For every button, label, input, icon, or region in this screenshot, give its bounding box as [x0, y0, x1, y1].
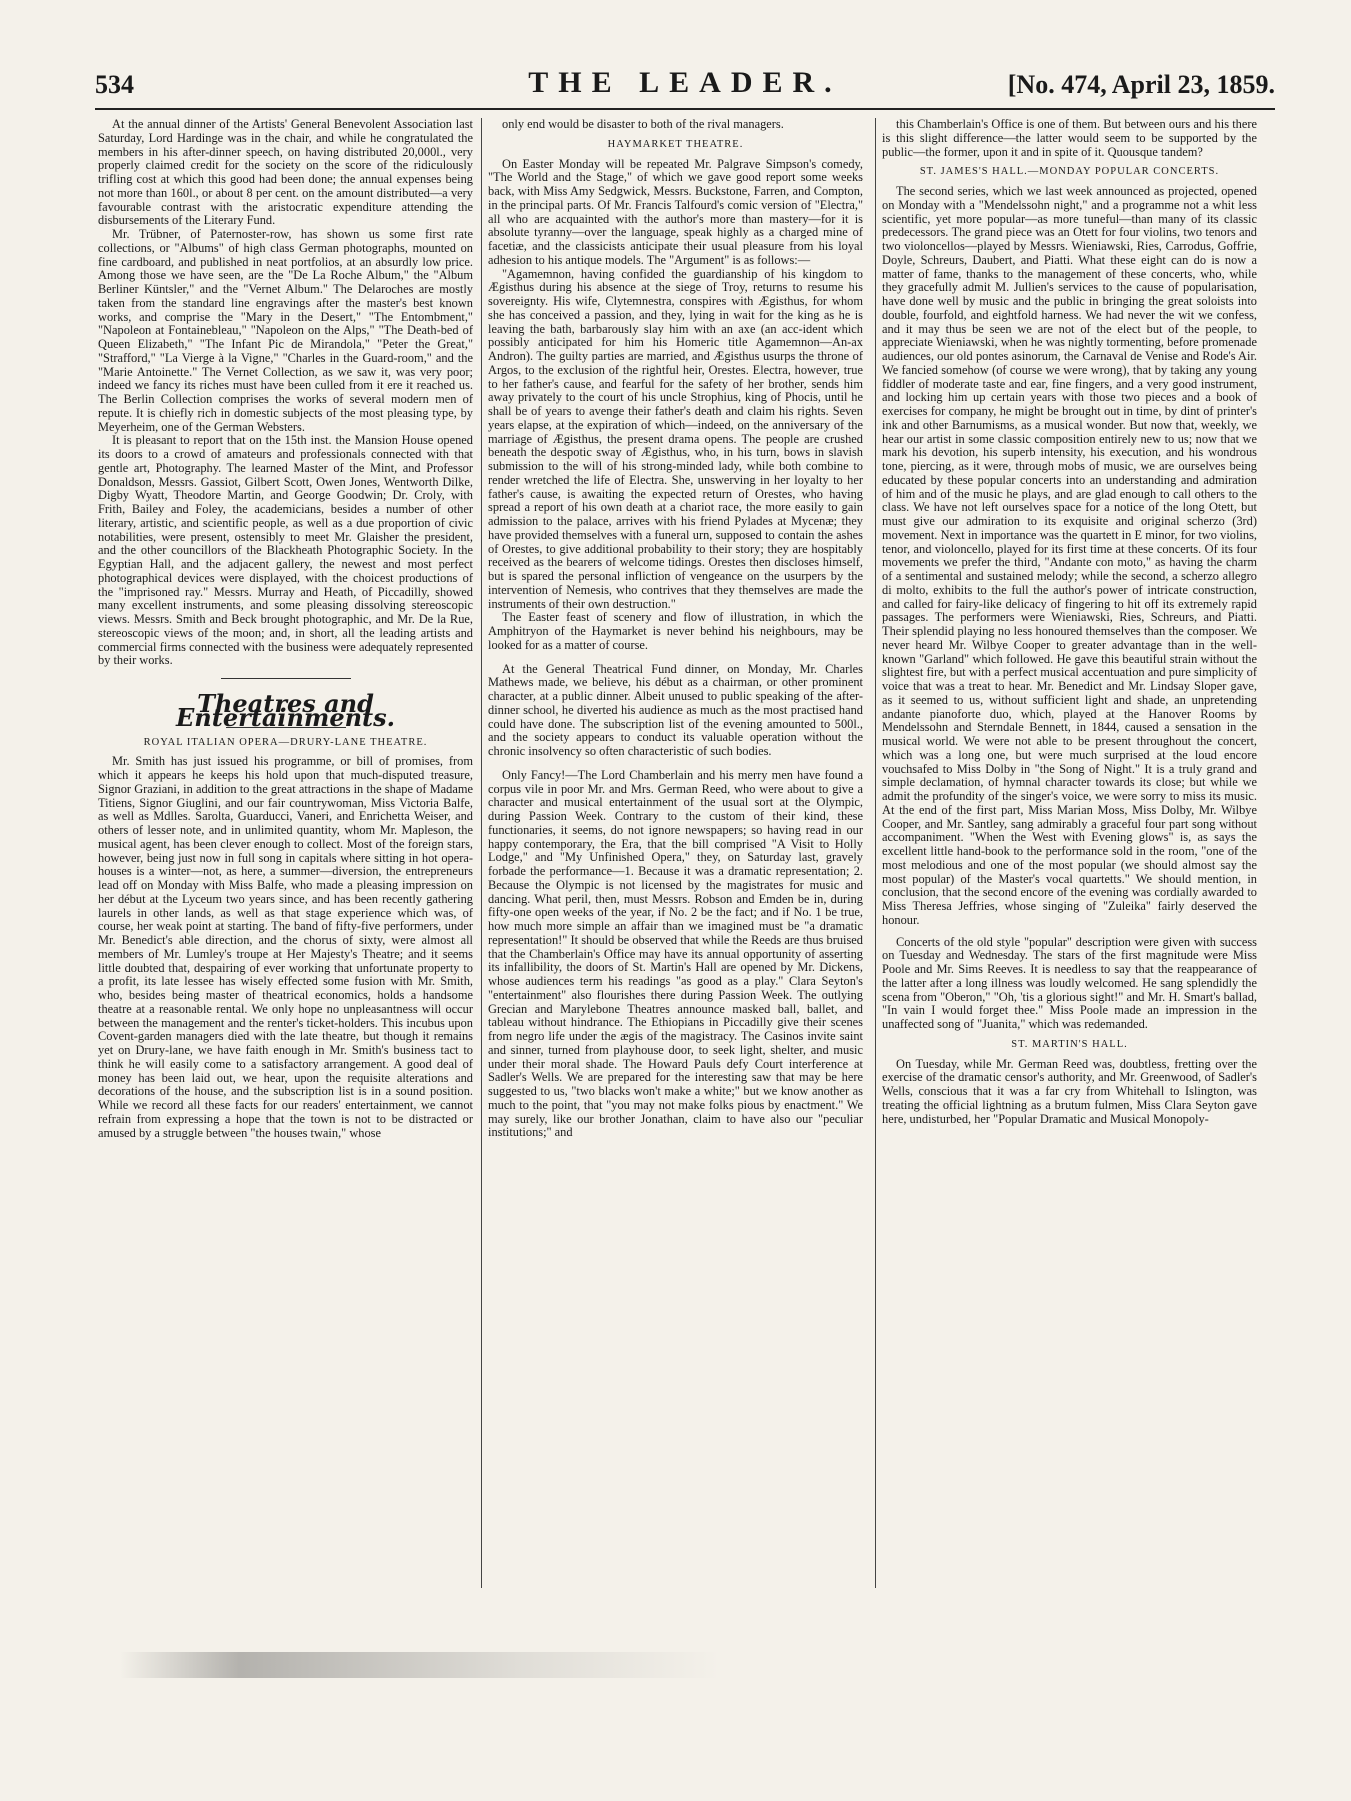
rival-managers-paragraph: only end would be disaster to both of the rival managers. — [502, 118, 784, 131]
newspaper-title: THE LEADER. — [528, 66, 842, 99]
section-heading-rule — [226, 727, 346, 728]
photography-paragraph: It is pleasant to report that on the 15th inst. the Mansion House opened its doors to a crowd of amateurs and professionals connected with that gentle art, Photography. The learned Master of the Mint, and Professor Donaldson, Messrs. Gassiot, Gilbert Scott, Owen Jones, Wentworth Dilke, Digby Wyatt, Theodore Martin, and George Goodwin; Dr. Croly, with Frith, Bailey and Foley, the academicians, besides a number of other literary, artistic, and scientific people, as well as a due proportion of civic notabilities, were present, ostensibly to meet Mr. Glaisher the president, and the other councillors of the Blackheath Photographic Society. In the Egyptian Hall, and the adjacent gallery, the newest and most perfect photographical devices were displayed, with the choicest productions of the "imprisoned ray." Messrs. Murray and Heath, of Piccadilly, showed many excellent instruments, and some pleasing dissolving stereoscopic views. Messrs. Smith and Beck brought photographic, and Mr. De la Rue, stereoscopic views of the moon; and, in short, all the leading artists and commercial firms connected with the business were adequately represented by their works. — [98, 433, 473, 668]
issue-date: [No. 474, April 23, 1859. — [1007, 70, 1275, 99]
masthead — [95, 66, 1275, 106]
argument-paragraph: "Agamemnon, having confided the guardianship of his kingdom to Ægisthus during his absence at the siege of Troy, returns to resume his sovereignty. His wife, Clytemnestra, conspires with Ægisthus, for whom she has conceived a passion, and they, lying in wait for the king as he is leaving the bath, barbarously slay him with an axe (an acc-ident which possibly anticipated for him his Homeric title Agamemnon—An-ax Andron). The guilty parties are married, and Ægisthus usurps the throne of Argos, to the exclusion of the rightful heir, Orestes. Electra, however, true to her father's cause, and fearful for the safety of her brother, sends him away privately to the court of his uncle Strophius, king of Phocis, until he shall be of years to avenge their father's death and claim his rights. Seven years elapse, at the expiration of which—indeed, on the anniversary of the marriage of Ægisthus, the present drama opens. The people are crushed beneath the despotic sway of Ægisthus, who, in his turn, bows in slavish submission to the will of his strong-minded lady, while both combine to render wretched the life of Electra. She, unswerving in her loyalty to her father's cause, is awaiting the expected return of Orestes, who having spread a report of his own death at a chariot race, the more easily to gain admission to the palace, arrives with his friend Pylades at Mycenæ; they have provided themselves with a funeral urn, supposed to contain the ashes of Orestes, to give additional probability to their story; they are hospitably received as the bearers of welcome tidings. Orestes then discloses himself, but is spared the personal infliction of vengeance on the usurpers by the intervention of Nemesis, who contrives that they themselves are made the instruments of their own destruction." — [488, 266, 863, 611]
old-style-concerts-paragraph: Concerts of the old style "popular" description were given with success on Tuesday and Wednesday. The stars of the first magnitude were Miss Poole and Mr. Sims Reeves. It is needless to say that the reappearance of the latter after a long illness was loudly welcomed. He sang splendidly the scena from "Oberon," "Oh, 'tis a glorious sight!" and Mr. H. Smart's ballad, "In vain I would forget thee." Miss Poole made an impression in the unaffected song of "Juanita," which was redemanded. — [882, 934, 1257, 1031]
subheading-haymarket: HAYMARKET THEATRE. — [607, 138, 744, 150]
haymarket-paragraph: On Easter Monday will be repeated Mr. Palgrave Simpson's comedy, "The World and the Stage," of which we gave good report some weeks back, with Miss Amy Sedgwick, Messrs. Buckstone, Farren, and Compton, in the principal parts. Of Mr. Francis Talfourd's comic version of "Electra," all who are acquainted with the author's more than mastery—for it is absolute tyranny—over the language, speak highly as a charged mine of facetiæ, and the classicists anticipate their usual pleasure from his loyal adhesion to his antique models. The "Argument" is as follows:— — [488, 156, 863, 267]
column-3 — [882, 118, 1257, 1588]
masthead-rule — [95, 108, 1275, 110]
section-divider — [221, 678, 351, 679]
subheading-royal-italian-opera: ROYAL ITALIAN OPERA—DRURY-LANE THEATRE. — [143, 736, 428, 748]
concerts-paragraph: The second series, which we last week announced as projected, opened on Monday with a "Mendelssohn night," and a programme not a whit less scientific, yet more popular—as more tuneful—than many of its classic predecessors. The grand piece was an Otett for four violins, two tenors and two violoncellos—played by Messrs. Wieniawski, Ries, Carrodus, Goffrie, Doyle, Schreurs, Daubert, and Piatti. What these eight can do is now a matter of fame, thanks to the management of these concerts, who, while they gracefully admit M. Jullien's services to the cause of popularisation, have done well by music and the public in bringing the great soloists into double, fourfold, and eightfold harness. We had never the wit we confess, and it may thus be seen we are not of the elect but of the people, to appreciate Wieniawski, when he was nightly tormenting, before promenade audiences, our old pontes asinorum, the Carnaval de Venise and Rode's Air. We fancied somehow (of course we were wrong), that by taking any young fiddler of moderate taste and ear, fine fingers, and a very good instrument, and locking him up certain years with those two pieces and a book of exercises for company, he might be brought out in time, by dint of printer's ink and other Barnumisms, as a musical wonder. But now that, weekly, we hear our artist in some classic composition entirely new to us; now that we mark his devotion, his superb intensity, his execution, and his wondrous tone, piercing, as it were, through mobs of music, we are ourselves being educated by these popular concerts into an understanding and admiration of him and of the music he plays, and are glad enough to call others to the class. We have not left ourselves space for a notice of the long Otett, but must give our admiration to its exquisite and original scherzo (3rd) movement. Next in importance was the quartett in E minor, for two violins, tenor, and violoncello, played for its first time at these concerts. Of its four movements we prefer the third, "Andante con moto," as having the charm of a sentimental and sustained melody; while the second, a scherzo allegro di molto, exhibits to the full the author's power of intricate construction, and called for fairy-like delicacy of fingering to hit off its extremely rapid passages. The performers were Wieniawski, Ries, Schreurs, and Piatti. Their splendid playing no less honoured themselves than the composer. We never heard Mr. Wilbye Cooper to greater advantage than in the well-known "Garland" which followed. He gave this beautiful strain without the slightest fire, but with a perfect musical accentuation and pure simplicity of voice that was a treat to hear. Mr. Benedict and Mr. Lindsay Sloper gave, as it seemed to us, without sufficient light and shade, an unpretending andante pianoforte duo, which, played at the Hanover Rooms by Mendelssohn and Sterndale Bennett, in 1844, caused a sensation in the musical world. We were not able to be present throughout the concert, which was a long one, but were much surprised at the loud encore vouchsafed to Miss Dolby in "the Song of Night." It is a truly grand and simple declamation, of hymnal character towards its close; but while we admit the profundity of the singer's voice, we were sorry to miss its music. At the end of the first part, Miss Marian Moss, Miss Dolby, Mr. Wilbye Cooper, and Mr. Santley, sang admirably a graceful four part song without accompaniment. "When the West with Evening glows" is, as says the excellent little hand-book to the performance sold in the room, "one of the most melodious and one of the most popular (we should almost say the most popular) of the Master's vocal quartetts." We should mention, in conclusion, that the second encore of the evening was cordially awarded to Miss Theresa Jeffries, whose singing of "Zuleika" fairly deserved the honour. — [882, 184, 1257, 927]
only-fancy-paragraph: Only Fancy!—The Lord Chamberlain and his merry men have found a corpus vile in poor Mr. and Mrs. German Reed, who were about to give a character and musical entertainment of the usual sort at the Olympic, during Passion Week. Contrary to the custom of their kind, these functionaries, it seems, do not ignore newspapers; so having read in our happy contemporary, the Era, that the bill comprised "A Visit to Holly Lodge," and "My Unfinished Opera," they, on Saturday last, gravely forbade the performance—1. Because it was a dramatic representation; 2. Because the Olympic is not licensed by the magistrates for music and dancing. What peril, then, must Messrs. Robson and Emden be in, during fifty-one open weeks of the year, if No. 2 be the fact; and if No. 1 be true, how much more simple an affair than we imagined must be "a dramatic representation!" It should be observed that while the Reeds are thus bruised that the Chamberlain's Office may have its annual opportunity of asserting its infallibility, the doors of St. Martin's Hall are opened by Mr. Dickens, whose audiences term his readings "as good as a play." Clara Seyton's "entertainment" also flourishes there during Passion Week. The outlying Grecian and Marylebone Theatres announce masked ball, ballet, and tableau without hindrance. The Ethiopians in Piccadilly give their scenes from negro life under the ægis of the magistracy. The Casinos invite saint and sinner, turned from playhouse door, to seek light, shelter, and music under their moral shade. The Howard Pauls defy Court interference at Sadler's Wells. We are prepared for the interesting saw that may be here suggested to us, "two blacks won't make a white;" but we know another as much to the point, that "you may not make folks pious by enactment." We may surely, like our brother Jonathan, claim to have also our "peculiar institutions;" and — [488, 767, 863, 1140]
column-divider-2 — [875, 118, 876, 1588]
column-2 — [488, 118, 863, 1588]
page-number: 534 — [95, 70, 134, 99]
artists-benevolent-paragraph: At the annual dinner of the Artists' General Benevolent Association last Saturday, Lord Hardinge was in the chair, and while he congratulated the members in his after-dinner speech, on having distributed 20,000l., very properly claimed credit for the society on the score of the ridiculously trifling cost at which this good had been done; the annual expenses being not more than 160l., or about 8 per cent. on the amount distributed—a very favourable contrast with the aristocratic expenditure attending the disbursements of the Literary Fund. — [98, 118, 473, 228]
theatrical-fund-paragraph: At the General Theatrical Fund dinner, on Monday, Mr. Charles Mathews made, we believe, his début as a chairman, or other prominent character, at a public dinner. Albeit unused to public speaking of the after-dinner school, he diverted his audience as much as the most practised hand could have done. The subscription list of the evening amounted to 500l., and the society appears to conduct its valuable operation without the chronic insolvency so often characteristic of such bodies. — [488, 661, 863, 758]
column-divider-1 — [481, 118, 482, 1588]
st-martins-paragraph: On Tuesday, while Mr. German Reed was, doubtless, fretting over the exercise of the dramatic censor's authority, and Mr. Greenwood, of Sadler's Wells, conscious that it was a far cry from Whitehall to Islington, was treating the official lightning as a brutum fulmen, Miss Clara Seyton gave here, undisturbed, her "Popular Dramatic and Musical Monopoly- — [882, 1056, 1257, 1126]
scan-smudge — [120, 1652, 1120, 1678]
easter-feast-paragraph: The Easter feast of scenery and flow of illustration, in which the Amphitryon of the Haymarket is never behind his neighbours, may be looked for as a matter of course. — [488, 610, 863, 652]
trubner-albums-paragraph: Mr. Trübner, of Paternoster-row, has shown us some first rate collections, or "Albums" of high class German photographs, mounted on fine cardboard, and published in neat portfolios, at an absurdly low price. Among those we have seen, are the "De La Roche Album," the "Album Berliner Küntsler," and the "Vernet Album." The Delaroches are mostly taken from the standard line engravings after the master's best known works, and comprise the "Mary in the Desert," "The Entombment," "Napoleon at Fontainebleau," "Napoleon on the Alps," "The Death-bed of Queen Elizabeth," "The Infant Pic de Mirandola," "Peter the Great," "Strafford," "La Vierge à la Vigne," "Charles in the Guard-room," and the "Marie Antoinette." The Vernet Collection, as we saw it, was very poor; indeed we fancy its riches must have been culled from it ere it reached us. The Berlin Collection comprises the works of several modern men of repute. It is chiefly rich in domestic subjects of the most pleasing type, by Meyerheim, one of the German Websters. — [98, 227, 473, 434]
subheading-st-martins-hall: ST. MARTIN'S HALL. — [1011, 1038, 1128, 1050]
chamberlain-paragraph: this Chamberlain's Office is one of them. But between ours and his there is this slight difference—the latter would seem to be supported by the public—the former, upon it and in spite of it. Quousque tandem? — [882, 118, 1257, 159]
section-heading: Theatres and Entertainments. — [175, 689, 395, 732]
opera-paragraph: Mr. Smith has just issued his programme, or bill of promises, from which it appears he keeps his hold upon that much-disputed treasure, Signor Graziani, in addition to the great attractions in the shape of Madame Titiens, Signor Giuglini, and our fair countrywoman, Miss Victoria Balfe, as well as Mdlles. Sarolta, Guarducci, Vaneri, and Enrichetta Weiser, and others of lesser note, and in unlimited quantity, whom Mr. Mapleson, the musical agent, has been clever enough to collect. Most of the foreign stars, however, being just now in full song in capitals where sitting in hot opera-houses is a winter—not, as here, a summer—diversion, the entrepreneurs lead off on Monday with Miss Balfe, who made a pleasing impression on her début at the Lyceum two years since, and has been recently gathering laurels in other lands, as well as that stage experience which was, of course, her weak point at starting. The band of fifty-five performers, under Mr. Benedict's able direction, and the chorus of sixty, were almost all members of Mr. Lumley's troupe at Her Majesty's Theatre; and it seems little doubted that, despairing of ever working that unfortunate property to a profit, its late lessee has wisely effected some fusion with Mr. Smith, who, besides being master of theatrical economics, holds a handsome theatre at a reasonable rental. We only hope no unpleasantness will occur between the management and the renter's ticket-holders. This incubus upon Covent-garden managers died with the late theatre, but though it remains yet on Drury-lane, we have faith enough in Mr. Smith's business tact to think he will easily come to a satisfactory arrangement. A good deal of money has been laid out, we hear, upon the requisite alterations and decorations of the house, and the subscription list is in a sound position. While we record all these facts for our readers' entertainment, we cannot refrain from expressing a hope that the town is not to be distracted or amused by a struggle between "the houses twain," whose — [98, 754, 473, 1140]
column-1 — [98, 118, 473, 1588]
subheading-st-jamess-hall: ST. JAMES'S HALL.—MONDAY POPULAR CONCERTS. — [919, 166, 1220, 178]
